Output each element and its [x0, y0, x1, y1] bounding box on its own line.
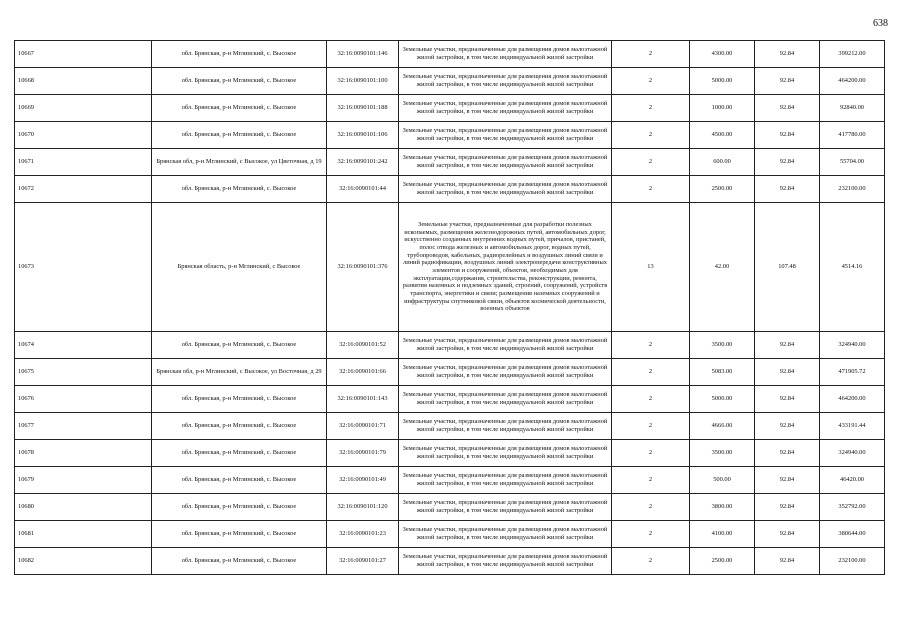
cell-group-code: 2 — [612, 548, 690, 575]
cell-cadastral-value: 55704.00 — [820, 149, 885, 176]
table-row — [15, 467, 885, 494]
cell-cadastral-value: 232100.00 — [820, 176, 885, 203]
cell-group-code: 2 — [612, 95, 690, 122]
cell-area: 3500.00 — [690, 332, 755, 359]
cell-specific-value: 92.84 — [755, 440, 820, 467]
cell-address: обл. Брянская, р-н Мглинский, с. Высокое — [152, 41, 327, 68]
cell-cadastral-number: 32:16:0090101:49 — [327, 467, 399, 494]
cell-specific-value: 92.84 — [755, 413, 820, 440]
cell-area: 600.00 — [690, 149, 755, 176]
cell-group-code: 2 — [612, 413, 690, 440]
table-row — [15, 548, 885, 575]
table-row — [15, 95, 885, 122]
cell-cadastral-number: 32:16:0090101:143 — [327, 386, 399, 413]
cell-cadastral-value: 433191.44 — [820, 413, 885, 440]
cell-cadastral-value: 399212.00 — [820, 41, 885, 68]
cell-area: 5000.00 — [690, 386, 755, 413]
cell-group-code: 2 — [612, 359, 690, 386]
cell-group-code: 2 — [612, 122, 690, 149]
cell-cadastral-number: 32:16:0090101:376 — [327, 203, 399, 332]
cell-land-use-purpose: Земельные участки, предназначенные для размещения домов малоэтажной жилой застройки, в том числе индивидуальной жилой застройки — [399, 359, 612, 386]
table-row — [15, 332, 885, 359]
cell-address: обл. Брянская, р-н Мглинский, с. Высокое — [152, 548, 327, 575]
cell-address: обл. Брянская, р-н Мглинский, с. Высокое — [152, 467, 327, 494]
cell-cadastral-value: 4514.16 — [820, 203, 885, 332]
cell-cadastral-value: 324940.00 — [820, 332, 885, 359]
cell-cadastral-value: 232100.00 — [820, 548, 885, 575]
cell-specific-value: 92.84 — [755, 95, 820, 122]
cell-cadastral-number: 32:16:0090101:106 — [327, 122, 399, 149]
cell-area: 500.00 — [690, 467, 755, 494]
cell-address: обл. Брянская, р-н Мглинский, с. Высокое — [152, 440, 327, 467]
cell-row-number: 10669 — [15, 95, 152, 122]
cell-area: 4300.00 — [690, 41, 755, 68]
cell-area: 4500.00 — [690, 122, 755, 149]
cell-cadastral-value: 380644.00 — [820, 521, 885, 548]
cell-group-code: 2 — [612, 149, 690, 176]
table-body — [15, 41, 885, 575]
cell-area: 2500.00 — [690, 548, 755, 575]
cell-land-use-purpose: Земельные участки, предназначенные для размещения домов малоэтажной жилой застройки, в том числе индивидуальной жилой застройки — [399, 548, 612, 575]
cell-cadastral-number: 32:16:0090101:52 — [327, 332, 399, 359]
cell-specific-value: 92.84 — [755, 548, 820, 575]
table-row — [15, 386, 885, 413]
cell-area: 2500.00 — [690, 176, 755, 203]
cell-cadastral-number: 32:16:0090101:23 — [327, 521, 399, 548]
cell-address: Брянская обл, р-н Мглинский, с Высокое, ул Цветочная, д 19 — [152, 149, 327, 176]
cell-specific-value: 92.84 — [755, 122, 820, 149]
cell-address: обл. Брянская, р-н Мглинский, с. Высокое — [152, 494, 327, 521]
cell-area: 4100.00 — [690, 521, 755, 548]
cell-land-use-purpose: Земельные участки, предназначенные для размещения домов малоэтажной жилой застройки, в том числе индивидуальной жилой застройки — [399, 149, 612, 176]
cell-address: обл. Брянская, р-н Мглинский, с. Высокое — [152, 521, 327, 548]
table-row — [15, 494, 885, 521]
cell-area: 1000.00 — [690, 95, 755, 122]
table-row — [15, 440, 885, 467]
cell-cadastral-number: 32:16:0090101:242 — [327, 149, 399, 176]
cell-cadastral-number: 32:16:0090101:79 — [327, 440, 399, 467]
cell-land-use-purpose: Земельные участки, предназначенные для размещения домов малоэтажной жилой застройки, в том числе индивидуальной жилой застройки — [399, 494, 612, 521]
cell-row-number: 10668 — [15, 68, 152, 95]
cell-row-number: 10678 — [15, 440, 152, 467]
cell-cadastral-value: 324940.00 — [820, 440, 885, 467]
cell-row-number: 10674 — [15, 332, 152, 359]
cell-cadastral-number: 32:16:0090101:146 — [327, 41, 399, 68]
table-row — [15, 41, 885, 68]
cell-area: 42.00 — [690, 203, 755, 332]
cell-specific-value: 92.84 — [755, 386, 820, 413]
cell-land-use-purpose: Земельные участки, предназначенные для размещения домов малоэтажной жилой застройки, в том числе индивидуальной жилой застройки — [399, 386, 612, 413]
cell-land-use-purpose: Земельные участки, предназначенные для размещения домов малоэтажной жилой застройки, в том числе индивидуальной жилой застройки — [399, 467, 612, 494]
cell-specific-value: 92.84 — [755, 467, 820, 494]
cell-cadastral-number: 32:16:0090101:27 — [327, 548, 399, 575]
table-row — [15, 521, 885, 548]
cell-group-code: 2 — [612, 332, 690, 359]
cell-cadastral-value: 46420.00 — [820, 467, 885, 494]
cell-cadastral-value: 92840.00 — [820, 95, 885, 122]
cell-address: обл. Брянская, р-н Мглинский, с. Высокое — [152, 68, 327, 95]
cell-specific-value: 107.48 — [755, 203, 820, 332]
cell-land-use-purpose: Земельные участки, предназначенные для размещения домов малоэтажной жилой застройки, в том числе индивидуальной жилой застройки — [399, 521, 612, 548]
table-row — [15, 68, 885, 95]
cell-row-number: 10680 — [15, 494, 152, 521]
table-row — [15, 359, 885, 386]
cell-group-code: 2 — [612, 467, 690, 494]
cell-cadastral-number: 32:16:0090101:100 — [327, 68, 399, 95]
land-registry-table — [14, 40, 885, 575]
cell-row-number: 10667 — [15, 41, 152, 68]
cell-address: обл. Брянская, р-н Мглинский, с. Высокое — [152, 413, 327, 440]
cell-row-number: 10670 — [15, 122, 152, 149]
cell-specific-value: 92.84 — [755, 332, 820, 359]
cell-specific-value: 92.84 — [755, 176, 820, 203]
cell-address: обл. Брянская, р-н Мглинский, с. Высокое — [152, 122, 327, 149]
cell-address: Брянская обл, р-н Мглинский, с Высокое, ул Восточная, д 29 — [152, 359, 327, 386]
cell-group-code: 13 — [612, 203, 690, 332]
cell-cadastral-value: 352792.00 — [820, 494, 885, 521]
cell-area: 3800.00 — [690, 494, 755, 521]
cell-area: 3500.00 — [690, 440, 755, 467]
table-row — [15, 203, 885, 332]
cell-land-use-purpose: Земельные участки, предназначенные для разработки полезных ископаемых, размещения железнодорожных путей, автомобильных дорог, искусственно созданных внутренних водных путей, причалов, пристаней, полос отвода железных и автомобильных дорог, водных путей, трубопроводов, кабельных, радиорелейных и воздушных линий связи и линий радиофикации, воздушных линий электропередачи конструктивных элементов и сооружений, объектов, необходимых для эксплуатации,содержания, строительства, реконструкции, ремонта, развития наземных и подземных зданий, строений, сооружений, устройств транспорта, энергетики и связи; размещения наземных сооружений и инфраструктуры спутниковой связи, объектов космической деятельности, военных объектов — [399, 203, 612, 332]
cell-area: 5000.00 — [690, 68, 755, 95]
cell-land-use-purpose: Земельные участки, предназначенные для размещения домов малоэтажной жилой застройки, в том числе индивидуальной жилой застройки — [399, 68, 612, 95]
cell-row-number: 10675 — [15, 359, 152, 386]
cell-group-code: 2 — [612, 521, 690, 548]
cell-group-code: 2 — [612, 494, 690, 521]
cell-address: обл. Брянская, р-н Мглинский, с. Высокое — [152, 332, 327, 359]
cell-address: обл. Брянская, р-н Мглинский, с. Высокое — [152, 176, 327, 203]
cell-land-use-purpose: Земельные участки, предназначенные для размещения домов малоэтажной жилой застройки, в том числе индивидуальной жилой застройки — [399, 41, 612, 68]
cell-specific-value: 92.84 — [755, 359, 820, 386]
cell-row-number: 10679 — [15, 467, 152, 494]
table-row — [15, 176, 885, 203]
cell-cadastral-value: 464200.00 — [820, 68, 885, 95]
cell-specific-value: 92.84 — [755, 68, 820, 95]
cell-specific-value: 92.84 — [755, 521, 820, 548]
cell-row-number: 10672 — [15, 176, 152, 203]
cell-cadastral-number: 32:16:0090101:120 — [327, 494, 399, 521]
cell-row-number: 10676 — [15, 386, 152, 413]
cell-group-code: 2 — [612, 68, 690, 95]
cell-specific-value: 92.84 — [755, 149, 820, 176]
cell-row-number: 10681 — [15, 521, 152, 548]
cell-land-use-purpose: Земельные участки, предназначенные для размещения домов малоэтажной жилой застройки, в том числе индивидуальной жилой застройки — [399, 95, 612, 122]
cell-land-use-purpose: Земельные участки, предназначенные для размещения домов малоэтажной жилой застройки, в том числе индивидуальной жилой застройки — [399, 440, 612, 467]
cell-group-code: 2 — [612, 440, 690, 467]
cell-area: 5083.00 — [690, 359, 755, 386]
cell-cadastral-number: 32:16:0090101:71 — [327, 413, 399, 440]
cell-address: обл. Брянская, р-н Мглинский, с. Высокое — [152, 386, 327, 413]
cell-row-number: 10671 — [15, 149, 152, 176]
cell-row-number: 10677 — [15, 413, 152, 440]
cell-land-use-purpose: Земельные участки, предназначенные для размещения домов малоэтажной жилой застройки, в том числе индивидуальной жилой застройки — [399, 176, 612, 203]
cell-land-use-purpose: Земельные участки, предназначенные для размещения домов малоэтажной жилой застройки, в том числе индивидуальной жилой застройки — [399, 413, 612, 440]
cell-group-code: 2 — [612, 176, 690, 203]
cell-group-code: 2 — [612, 386, 690, 413]
table-row — [15, 122, 885, 149]
cell-land-use-purpose: Земельные участки, предназначенные для размещения домов малоэтажной жилой застройки, в том числе индивидуальной жилой застройки — [399, 122, 612, 149]
cell-cadastral-value: 464200.00 — [820, 386, 885, 413]
cell-cadastral-number: 32:16:0090101:44 — [327, 176, 399, 203]
cell-address: Брянская область, р-н Мглинский, с Высокое — [152, 203, 327, 332]
cell-specific-value: 92.84 — [755, 41, 820, 68]
cell-address: обл. Брянская, р-н Мглинский, с. Высокое — [152, 95, 327, 122]
cell-cadastral-number: 32:16:0090101:188 — [327, 95, 399, 122]
cell-cadastral-value: 417780.00 — [820, 122, 885, 149]
table-row — [15, 149, 885, 176]
cell-specific-value: 92.84 — [755, 494, 820, 521]
page-number: 638 — [873, 18, 888, 29]
cell-cadastral-value: 471905.72 — [820, 359, 885, 386]
cell-cadastral-number: 32:16:0090101:66 — [327, 359, 399, 386]
cell-row-number: 10682 — [15, 548, 152, 575]
table-row — [15, 413, 885, 440]
cell-land-use-purpose: Земельные участки, предназначенные для размещения домов малоэтажной жилой застройки, в том числе индивидуальной жилой застройки — [399, 332, 612, 359]
cell-row-number: 10673 — [15, 203, 152, 332]
cell-area: 4666.00 — [690, 413, 755, 440]
cell-group-code: 2 — [612, 41, 690, 68]
